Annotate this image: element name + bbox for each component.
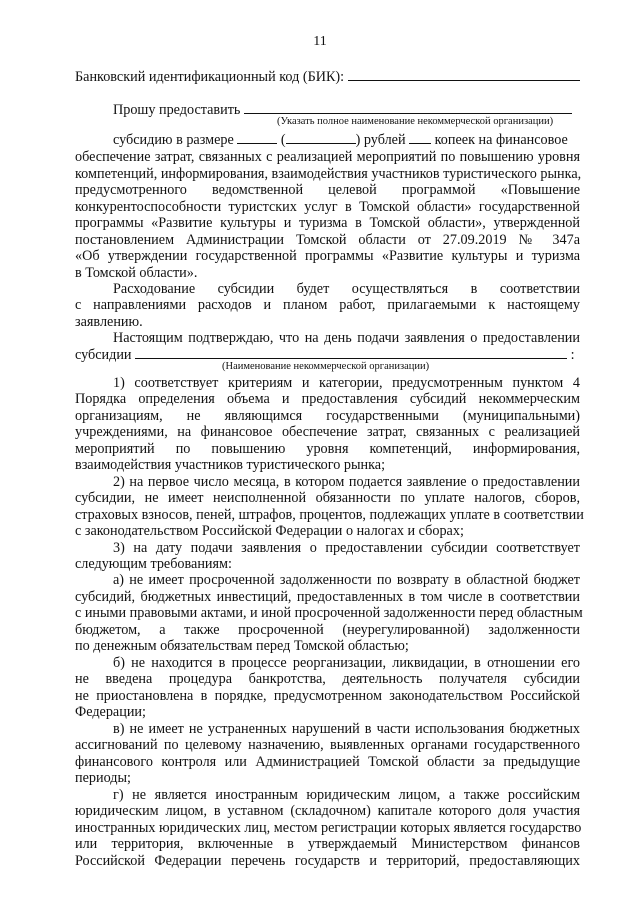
text-line: или территория, включенные в утверждаемый Министерством финансов	[75, 836, 580, 852]
text-line: бюджетом, а также просроченной (неурегулированной) задолженности	[75, 622, 580, 638]
organization-blank	[135, 346, 567, 359]
kop-label: копеек на финансовое	[434, 132, 568, 148]
text-line: б) не находится в процессе реорганизации, ликвидации, в отношении его	[113, 655, 580, 671]
text-line: ассигнований по целевому назначению, выявленных органами государственного	[75, 737, 580, 753]
text-line: не приостановлена в порядке, предусмотренном законодательством Российской	[75, 688, 580, 704]
text-line: Порядка определения объема и предоставления субсидий некоммерческим	[75, 391, 580, 407]
organization-name-blank	[244, 101, 572, 114]
text-line: субсидий, бюджетных инвестиций, предоставленных в том числе в соответствии	[75, 589, 580, 605]
text-line: компетенций, информирования, взаимодействия участников туристического рынка,	[75, 166, 582, 182]
amount-words-blank	[286, 131, 356, 144]
text-line: программы «Развитие культуры и туризма в Томской области», утвержденной	[75, 215, 580, 231]
text-line: с направлениями расходов и планом работ, прилагаемыми к настоящему	[75, 297, 580, 313]
bik-line	[75, 68, 580, 86]
text-line: по денежным обязательствам перед Томской областью;	[75, 638, 409, 654]
text-line: субсидии, не имеет неисполненной обязанности по уплате налогов, сборов,	[75, 490, 580, 506]
kopecks-blank	[409, 131, 431, 144]
text-line: 3) на дату подачи заявления о предоставлении субсидии соответствует	[113, 540, 580, 556]
text-line: иностранных юридических лиц, местом регистрации которых является государство	[75, 820, 582, 836]
text-line: в) не имеет не устраненных нарушений в части использования бюджетных	[113, 721, 580, 737]
amount-figures-blank	[237, 131, 277, 144]
text-line: взаимодействия участников туристического рынка;	[75, 457, 386, 473]
text-line: страховых взносов, пеней, штрафов, процентов, подлежащих уплате в соответствии	[75, 507, 584, 523]
text-line: конкурентоспособности туристских услуг в Томской области» государственной	[75, 199, 580, 215]
text-line: 2) на первое число месяца, в котором подается заявление о предоставлении	[113, 474, 580, 490]
text-line: в Томской области».	[75, 265, 198, 281]
text-line: «Об утверждении государственной программы «Развитие культуры и туризма	[75, 248, 580, 264]
text-line: Федерации;	[75, 704, 146, 720]
text-line: предусмотренного ведомственной целевой программой «Повышение	[75, 182, 580, 198]
text-line: юридическим лицом, в уставном (складочном) капитале которого доля участия	[75, 803, 580, 819]
bik-blank	[348, 68, 580, 81]
confirm-prefix: субсидии	[75, 347, 132, 363]
text-line: с иными правовыми актами, и иной просроченной задолженности перед областным	[75, 605, 583, 621]
organization-name-hint: (Указать полное наименование некоммерческой организации)	[277, 116, 554, 127]
page-number: 11	[313, 34, 327, 49]
text-line: а) не имеет просроченной задолженности по возврату в областной бюджет	[113, 572, 580, 588]
text-line: не введена процедура банкротства, деятельность получателя субсидии	[75, 671, 580, 687]
open-paren: (	[280, 132, 286, 148]
bik-label: Банковский идентификационный код (БИК):	[75, 69, 345, 85]
text-line: учреждениями, на финансовое обеспечение затрат, связанных с реализацией	[75, 424, 580, 440]
rub-label: ) рублей	[355, 132, 406, 148]
text-line: обеспечение затрат, связанных с реализацией мероприятий по повышению уровня	[75, 149, 580, 165]
organization-hint: (Наименование некоммерческой организации)	[222, 361, 430, 372]
text-line: мероприятий по повышению уровня компетенций, информирования,	[75, 441, 580, 457]
text-line: финансового контроля или Администрацией Томской области за предыдущие	[75, 754, 580, 770]
request-label: Прошу предоставить	[113, 102, 241, 118]
subsidy-prefix: субсидию в размере	[113, 132, 234, 148]
text-line: Расходование субсидии будет осуществляться в соответствии	[113, 281, 580, 297]
subsidy-amount-line	[113, 131, 580, 149]
text-line: организациям, не являющимся государственными (муниципальными)	[75, 408, 580, 424]
text-line: следующим требованиям:	[75, 556, 232, 572]
text-line: г) не является иностранным юридическим лицом, а также российским	[113, 787, 580, 803]
text-line: периоды;	[75, 770, 131, 786]
text-line: Настоящим подтверждаю, что на день подачи заявления о предоставлении	[113, 330, 580, 346]
text-line: Российской Федерации перечень государств и территорий, предоставляющих	[75, 853, 580, 869]
text-line: 1) соответствует критериям и категории, предусмотренным пунктом 4	[113, 375, 580, 391]
text-line: постановлением Администрации Томской области от 27.09.2019 № 347а	[75, 232, 580, 248]
text-line: с законодательством Российской Федерации о налогах и сборах;	[75, 523, 464, 539]
text-line: заявлению.	[75, 314, 143, 330]
confirm-suffix: :	[570, 347, 575, 363]
